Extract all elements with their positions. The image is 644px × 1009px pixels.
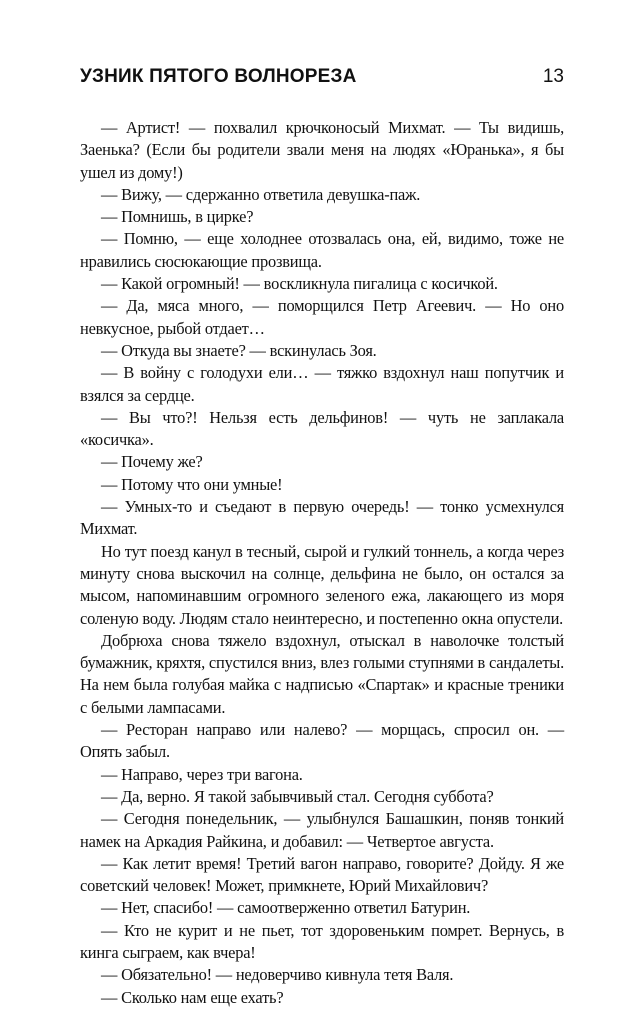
paragraph: — Потому что они умные! (101, 474, 283, 494)
paragraph: — Вижу, — сдержанно ответила девушка-паж. (101, 184, 421, 204)
paragraph: — В войну с голодухи ели… — тяжко вздохнул наш попутчик и взялся за сердце. (80, 363, 564, 405)
paragraph: — Ресторан направо или налево? — морщась, спросил он. — Опять забыл. (80, 720, 564, 762)
paragraph: — Какой огромный! — воскликнула пигалица с косичкой. (101, 274, 498, 294)
paragraph: Но тут поезд канул в тесный, сырой и гулкий тоннель, а когда через минуту снова выскочил на солнце, дельфина не было, он остался за мысом, напоминавшим огромного зеленого ежа, лакающего из моря соленую воду. Людям стало неинтересно, и постепенно окна опустели. (80, 541, 564, 628)
paragraph: — Помню, — еще холоднее отозвалась она, ей, видимо, тоже не нравились сюсюкающие прозвища. (80, 229, 564, 271)
running-head (80, 66, 564, 94)
text-body (80, 117, 564, 1009)
paragraph: — Нет, спасибо! — самоотверженно ответил Батурин. (101, 898, 471, 918)
paragraph: — Направо, через три вагона. (101, 764, 303, 784)
paragraph: — Почему же? (101, 452, 203, 472)
paragraph: — Да, верно. Я такой забывчивый стал. Сегодня суббота? (101, 786, 494, 806)
paragraph: — Умных-то и съедают в первую очередь! — тонко усмехнулся Михмат. (80, 497, 564, 539)
paragraph: — Откуда вы знаете? — вскинулась Зоя. (101, 340, 377, 360)
paragraph: — Как летит время! Третий вагон направо, говорите? Дойду. Я же советский человек! Может, примкнете, Юрий Михайлович? (80, 853, 564, 896)
paragraph: — Помнишь, в цирке? (101, 207, 254, 227)
paragraph: — Обязательно! — недоверчиво кивнула тетя Валя. (101, 965, 454, 985)
paragraph: — Артист! — похвалил крючконосый Михмат. — Ты видишь, Заенька? (Если бы родители звали меня на людях «Юранька», я бы ушел из дому!) (80, 118, 564, 182)
paragraph: — Да, мяса много, — поморщился Петр Агеевич. — Но оно невкусное, рыбой отдает… (80, 296, 564, 338)
paragraph: — Вы что?! Нельзя есть дельфинов! — чуть не заплакала «косичка». (80, 407, 564, 450)
paragraph: — Сколько нам еще ехать? (101, 987, 284, 1007)
paragraph: — Кто не курит и не пьет, тот здоровеньким помрет. Вернусь, в кинга сыграем, как вчера! (80, 920, 564, 962)
page-number: 13 (542, 66, 564, 87)
running-title: УЗНИК ПЯТОГО ВОЛНОРЕЗА (80, 66, 357, 87)
paragraph: — Сегодня понедельник, — улыбнулся Башашкин, поняв тонкий намек на Аркадия Райкина, и добавил: — Четвертое августа. (80, 809, 564, 851)
paragraph: Добрюха снова тяжело вздохнул, отыскал в наволочке толстый бумажник, кряхтя, спустился вниз, влез голыми ступнями в сандалеты. На нем была голубая майка с надписью «Спартак» и красные треники с белыми лампасами. (80, 630, 564, 717)
